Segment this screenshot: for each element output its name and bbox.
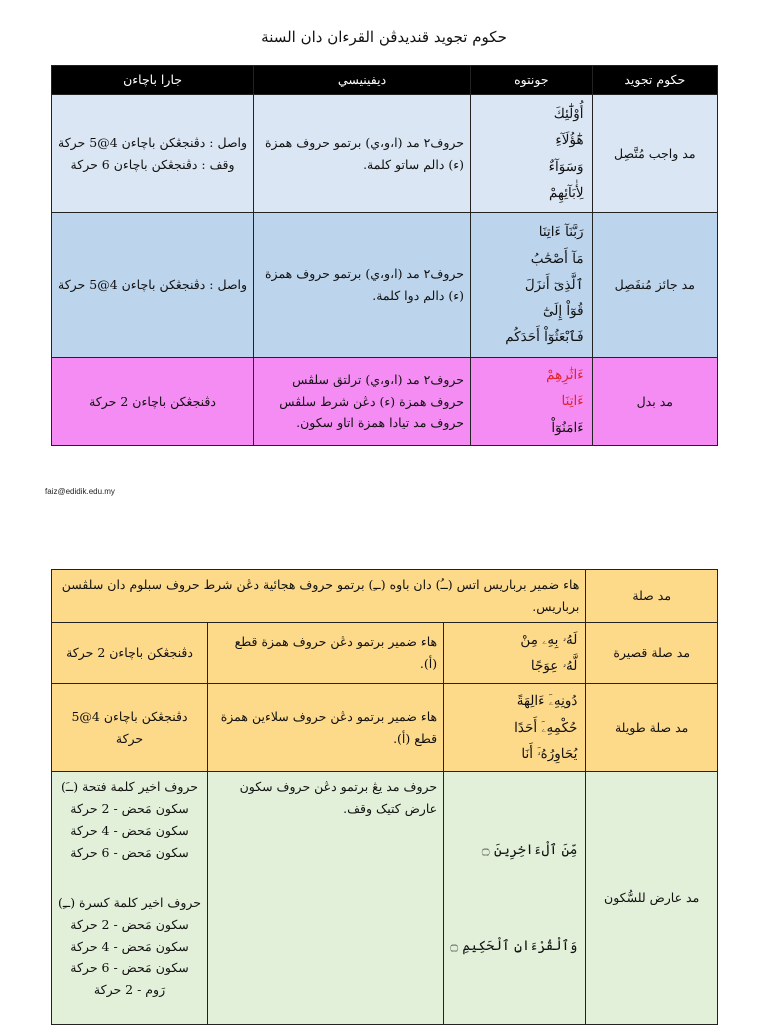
panjang-line: سكون مَحض - 6 حركة [70,960,189,976]
definisi-cell: حروف٢ مد (ا،و،ي) برتمو حروف همزة (ء) دالم دوا كلمة. [254,213,471,358]
panjang-line: واصل : دڤنجڠكن باچاءن 4@5 حركة [58,134,248,150]
contoh-item: لَهُۥ بِهِۦ مِنْ [520,631,578,648]
definisi-cell: حروف٢ مد (ا،و،ي) ترلتق سلڤس حروف همزة (ء) دڠن شرط سلڤس حروف مد تيادا همزة اتاو سكون. [254,358,471,446]
definisi-cell: هاء ضمير برتمو دڠن حروف سلاءين همزة قطع (أ). [208,684,444,772]
table-row [52,684,718,772]
panjang-cell: دڤنجڠكن باچاءن 2 حركة [52,622,208,684]
contoh-cell [444,684,586,772]
contoh-item: ءَاتِنَا [561,393,584,410]
contoh-item: قُوٓاْ إِلَىٰٓ [542,303,584,320]
panjang-cell [52,95,254,213]
panjang-cell: دڤنجڠكن باچاءن 4@5 حركة [52,684,208,772]
panjang-line: سكون مَحض - 2 حركة [70,801,189,817]
contoh-cell [471,95,593,213]
contoh-item: مَآ أَصْحَٰبُ [530,250,584,267]
tajwid-table-mad-silah [51,569,718,1025]
table-row [52,213,718,358]
contoh-item: يُحَاوِرُهُۥٓ أَنَا [521,746,578,762]
spacer [58,864,201,892]
contoh-item: وَٱلْقُرْءَانِ ٱلْحَكِيمِ ۝ [450,938,578,955]
hukum-cell: مد واجب مُتَّصِل [592,95,717,213]
panjang-line: رَوم - 2 حركة [93,982,166,998]
header-contoh: جونتوه [471,66,593,95]
contoh-item: وَسَوَآءٌ [548,158,584,175]
contoh-item: دُونِهِۦٓ ءَالِهَةً [516,693,578,710]
contoh-item: حُكْمِهِۦٓ أَحَدًا [514,719,578,736]
contoh-item: رَبَّنَآ ءَاتِنَا [538,224,584,241]
contoh-cell [471,213,593,358]
contoh-item: فَٱبْعَثُوٓاْ أَحَدَكُم [505,329,584,346]
header-panjang: جارا باچاءن [52,66,254,95]
definisi-cell: حروف مد يڠ برتمو دڠن حروف سكون عارض كتيک وقف. [208,772,444,1025]
author-email: faiz@edidik.edu.my [45,487,115,496]
panjang-line: حروف اخير كلمة كسرة (ــِ) [58,894,202,910]
table-header-row [52,66,718,95]
panjang-line: سكون مَحض - 2 حركة [70,916,189,932]
contoh-item: ٱلَّذِىٓ أَنزَلَ [524,276,584,293]
contoh-item: أُوْلَٰٓئِكَ [553,105,584,122]
panjang-line: وقف : دڤنجڠكن باچاءن 6 حركة [70,156,235,172]
contoh-cell [444,772,586,1025]
definisi-cell: هاء ضمير برباريس اتس (ــُ) دان باوه (ــِ) برتمو حروف هجائية دڠن شرط حروف سبلوم دان سلڤسن برباريس. [52,570,586,623]
panjang-line: سكون مَحض - 6 حركة [70,844,189,860]
panjang-line: سكون مَحض - 4 حركة [70,823,189,839]
definisi-cell: هاء ضمير برتمو دڠن حروف همزة قطع (أ). [208,622,444,684]
tajwid-table-mad [51,65,718,446]
panjang-line: حروف اخير كلمة فتحة (ــَ) [61,779,199,795]
contoh-item: لِأٰبَآئِهِمْ [549,184,584,201]
contoh-cell [444,622,586,684]
panjang-line: دڤنجڠكن باچاءن 2 حركة [89,393,216,409]
hukum-cell: مد عارض للسُّكون [586,772,718,1025]
hukum-cell: مد بدل [592,358,717,446]
panjang-line: سكون مَحض - 4 حركة [70,938,189,954]
contoh-item: ءَامَنُوٓاْ [551,419,584,436]
table-row [52,622,718,684]
contoh-item: لَّهُۥ عِوَجًا [530,658,578,675]
hukum-cell: مد صلة طويلة [586,684,718,772]
page-title: حكوم تجويد قنديدڤن القرءان دان السنة [261,28,507,46]
table-row [52,570,718,623]
contoh-item: ءَاثَٰرِهِمْ [546,367,584,383]
panjang-cell [52,358,254,446]
hukum-cell: مد صلة قصيرة [586,622,718,684]
panjang-cell [52,213,254,358]
table-row [52,772,718,1025]
panjang-cell [52,772,208,1025]
hukum-cell: مد جائز مُنفَصِل [592,213,717,358]
header-hukum: حكوم تجويد [592,66,717,95]
definisi-cell: حروف٢ مد (ا،و،ي) برتمو حروف همزة (ء) دالم ساتو كلمة. [254,95,471,213]
contoh-item: هَٰٓؤُلَآءِ [555,132,584,149]
table-row [52,358,718,446]
header-definisi: ديفينيسي [254,66,471,95]
contoh-item: مِّنَ ٱلْءَاخِرِينَ ۝ [481,842,578,858]
contoh-cell [471,358,593,446]
table-row [52,95,718,213]
panjang-line: واصل : دڤنجڠكن باچاءن 4@5 حركة [58,277,248,293]
hukum-cell: مد صلة [586,570,718,623]
